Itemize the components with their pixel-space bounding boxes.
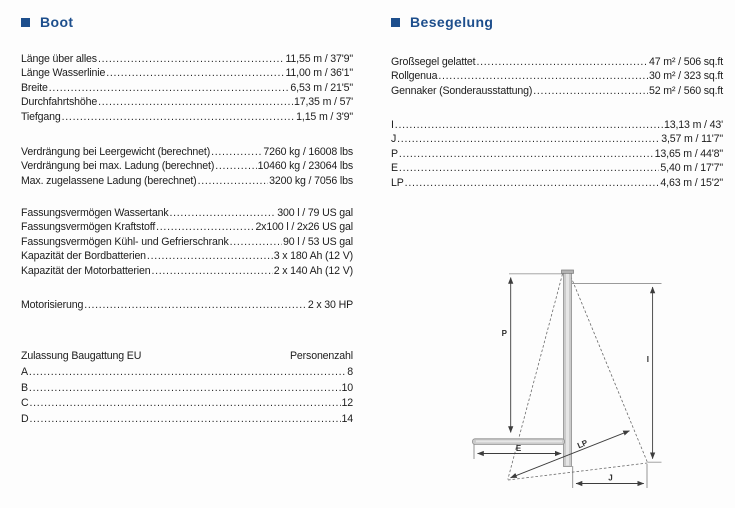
diagram-label-p: P — [501, 329, 507, 338]
spec-label: Fassungsvermögen Kühl- und Gefrierschrank — [21, 235, 229, 248]
spec-row — [391, 118, 723, 132]
spec-label: Kapazität der Motorbatterien — [21, 264, 151, 277]
approval-rows — [21, 365, 353, 428]
dot-leader — [169, 206, 276, 220]
spec-label: Durchfahrtshöhe — [21, 96, 98, 109]
spec-row — [21, 249, 353, 263]
spec-value: 7260 kg / 16008 lbs — [263, 146, 353, 158]
spec-row — [21, 159, 353, 173]
spec-label: E — [391, 162, 398, 175]
spec-value: 90 l / 53 US gal — [282, 235, 353, 248]
boot-section-header — [21, 14, 73, 30]
spec-value: 14 — [341, 413, 353, 426]
dimensions-block — [21, 52, 353, 124]
sail-plan-diagram — [440, 248, 735, 508]
spec-label: C — [21, 397, 29, 410]
spec-label: Rollgenua — [391, 70, 438, 83]
spec-row — [21, 396, 353, 412]
dot-leader — [399, 161, 660, 175]
spec-value: 47 m² / 506 sq.ft — [649, 56, 723, 68]
dot-leader — [198, 174, 269, 188]
section-bullet-icon — [391, 18, 400, 27]
spec-row — [21, 81, 353, 95]
dot-leader — [395, 118, 663, 132]
spec-value: 1,15 m / 3'9" — [296, 110, 353, 123]
spec-label: Fassungsvermögen Wassertank — [21, 207, 169, 219]
spec-row — [21, 66, 353, 80]
spec-label: I — [391, 119, 394, 131]
displacement-block — [21, 145, 353, 188]
spec-label: Gennaker (Sonderausstattung) — [391, 84, 533, 97]
sail-areas-block — [391, 55, 723, 98]
approval-header-label: Zulassung Baugattung EU — [21, 350, 142, 362]
dot-leader — [147, 249, 273, 263]
spec-row — [391, 55, 723, 69]
spec-value: 30 m² / 323 sq.ft — [649, 70, 723, 83]
spec-row — [21, 52, 353, 66]
dot-leader — [29, 365, 346, 381]
spec-label: Tiefgang — [21, 110, 61, 123]
spec-value: 10 — [341, 381, 353, 394]
spec-label: B — [21, 381, 28, 394]
boot-section-title: Boot — [40, 14, 74, 30]
spec-value: 12 — [341, 397, 353, 410]
dot-leader — [98, 95, 293, 109]
spec-row — [21, 95, 353, 109]
engine-block — [21, 298, 353, 312]
dot-leader — [230, 235, 282, 249]
diagram-label-lp: LP — [576, 438, 589, 451]
dot-leader — [438, 69, 648, 83]
dot-leader — [62, 110, 296, 124]
dot-leader — [151, 264, 272, 278]
spec-value: 4,63 m / 15'2" — [660, 176, 723, 189]
spec-row — [391, 84, 723, 98]
spec-value: 5,40 m / 17'7" — [660, 162, 723, 175]
spec-row — [21, 412, 353, 428]
spec-row — [391, 147, 723, 161]
spec-value: 2 x 140 Ah (12 V) — [273, 264, 353, 277]
spec-label: Motorisierung — [21, 299, 84, 311]
dot-leader — [397, 132, 660, 146]
spec-label: J — [391, 133, 397, 146]
spec-label: Fassungsvermögen Kraftstoff — [21, 221, 156, 234]
spec-value: 17,35 m / 57' — [294, 96, 353, 109]
spec-value: 8 — [347, 365, 353, 378]
dot-leader — [49, 81, 290, 95]
diagram-label-j: J — [608, 473, 613, 483]
forestay-line — [571, 277, 648, 463]
dot-leader — [84, 298, 307, 312]
spec-row — [391, 176, 723, 190]
spec-row — [21, 298, 353, 312]
spec-label: D — [21, 413, 29, 426]
spec-row — [391, 69, 723, 83]
spec-value: 2 x 30 HP — [307, 299, 353, 311]
spec-label: Verdrängung bei Leergewicht (berechnet) — [21, 146, 211, 158]
diagram-label-i: I — [646, 355, 649, 364]
genoa-foot-line — [508, 463, 647, 480]
spec-value: 3200 kg / 7056 lbs — [269, 174, 353, 187]
approval-header-value: Personenzahl — [290, 350, 353, 362]
dot-leader — [29, 381, 341, 397]
dot-leader — [405, 176, 660, 190]
spec-value: 13,13 m / 43' — [664, 119, 723, 131]
spec-row — [21, 206, 353, 220]
spec-row — [21, 365, 353, 381]
spec-value: 11,55 m / 37'9" — [285, 53, 353, 65]
spec-row — [391, 161, 723, 175]
spec-row — [21, 381, 353, 397]
spec-value: 2x100 l / 2x26 US gal — [255, 221, 353, 234]
spec-value: 300 l / 79 US gal — [277, 207, 353, 219]
spec-label: Großsegel gelattet — [391, 56, 476, 68]
dot-leader — [106, 66, 284, 80]
spec-row — [21, 235, 353, 249]
spec-value: 11,00 m / 36'1" — [285, 67, 353, 80]
spec-label: A — [21, 365, 28, 378]
rig-dimensions-block — [391, 118, 723, 190]
spec-row — [21, 145, 353, 159]
spec-label: P — [391, 147, 398, 160]
spec-label: Länge Wasserlinie — [21, 67, 106, 80]
spec-row — [21, 264, 353, 278]
spec-row — [21, 174, 353, 188]
diagram-label-e: E — [515, 444, 522, 453]
besegelung-section-header — [391, 14, 493, 30]
dot-leader — [98, 52, 285, 66]
mast-head-cap — [562, 270, 574, 273]
spec-value: 10460 kg / 23064 lbs — [257, 160, 353, 173]
approval-header-row — [21, 349, 353, 365]
spec-value: 52 m² / 560 sq.ft — [649, 84, 723, 97]
spec-row — [391, 132, 723, 146]
dot-leader — [30, 396, 341, 412]
spec-value: 3 x 180 Ah (12 V) — [273, 250, 353, 263]
spec-label: Max. zugelassene Ladung (berechnet) — [21, 174, 197, 187]
spec-value: 3,57 m / 11'7" — [661, 133, 723, 146]
dot-leader — [211, 145, 262, 159]
dot-leader — [399, 147, 654, 161]
spec-label: Verdrängung bei max. Ladung (berechnet) — [21, 160, 215, 173]
dot-leader — [215, 159, 256, 173]
spec-value: 13,65 m / 44'8" — [654, 147, 723, 160]
approval-block — [21, 349, 353, 428]
section-bullet-icon — [21, 18, 30, 27]
besegelung-section-title: Besegelung — [410, 14, 494, 30]
dot-leader — [533, 84, 648, 98]
dot-leader — [156, 220, 254, 234]
spec-row — [21, 220, 353, 234]
dot-leader — [30, 412, 341, 428]
dot-leader — [476, 55, 648, 69]
capacities-block — [21, 206, 353, 278]
spec-label: LP — [391, 176, 404, 189]
spec-value: 6,53 m / 21'5" — [290, 81, 353, 94]
spec-label: Breite — [21, 81, 48, 94]
spec-label: Kapazität der Bordbatterien — [21, 250, 146, 263]
spec-row — [21, 110, 353, 124]
spec-label: Länge über alles — [21, 53, 97, 65]
